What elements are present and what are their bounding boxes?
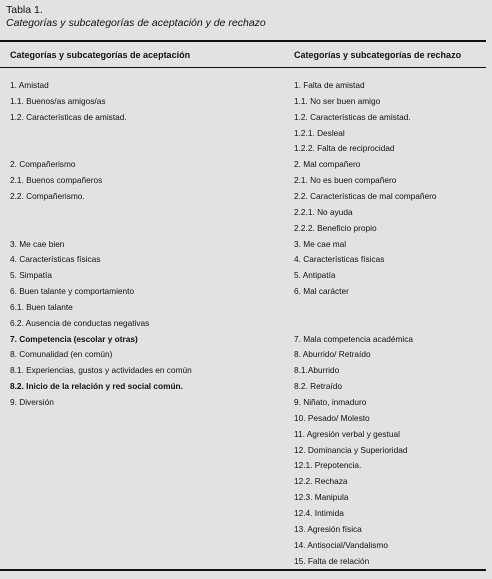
acceptance-category-cell: 6. Buen talante y comportamiento	[10, 286, 135, 297]
rejection-category-cell: 8.2. Retraído	[294, 381, 342, 392]
rejection-category-cell: 14. Antisocial/Vandalismo	[294, 539, 388, 550]
acceptance-category-cell: 6.2. Ausencia de conductas negativas	[10, 317, 150, 328]
acceptance-category-cell: 7. Competencia (escolar y otras)	[10, 333, 138, 344]
rejection-category-cell: 15. Falta de relación	[294, 555, 370, 566]
rejection-category-cell: 6. Mal carácter	[294, 286, 349, 297]
rejection-category-cell: 8.1.Aburrido	[294, 365, 340, 376]
rejection-category-cell: 12.1. Prepotencia.	[294, 460, 362, 471]
header-rejection: Categorías y subcategorías de rechazo	[294, 50, 462, 60]
acceptance-category-cell: 4. Características físicas	[10, 254, 101, 265]
rejection-category-cell: 9. Niñato, inmaduro	[294, 397, 367, 407]
acceptance-category-cell: 2.2. Compañerismo.	[10, 190, 85, 201]
acceptance-category-cell: 2.1. Buenos compañeros	[10, 175, 103, 186]
rejection-category-cell: 3. Me cae mal	[294, 238, 347, 249]
rejection-category-cell: 1.1. No ser buen amigo	[294, 95, 381, 106]
rejection-category-cell: 2. Mal compañero	[294, 159, 361, 170]
rejection-category-cell: 8. Aburrido/ Retraído	[294, 349, 371, 360]
acceptance-category-cell: 1.2. Características de amistad.	[10, 111, 127, 122]
rejection-category-cell: 1.2. Características de amistad.	[294, 111, 411, 122]
acceptance-category-cell: 5. Simpatía	[10, 270, 52, 281]
rejection-category-cell: 2.2. Características de mal compañero	[294, 190, 437, 201]
top-rule	[0, 40, 486, 42]
acceptance-category-cell: 1. Amistad	[10, 80, 49, 90]
table-title: Categorías y subcategorías de aceptación y de rechazo	[6, 17, 266, 29]
rejection-category-cell: 2.1. No es buen compañero	[294, 175, 397, 186]
table-caption	[6, 4, 266, 30]
rejection-category-cell: 12. Dominancia y Superioridad	[294, 444, 408, 455]
rejection-category-cell: 1. Falta de amistad	[294, 80, 365, 90]
header-rule	[0, 67, 486, 68]
acceptance-category-cell: 1.1. Buenos/as amigos/as	[10, 95, 106, 106]
rejection-category-cell: 11. Agresión verbal y gestual	[294, 428, 400, 439]
rejection-category-cell: 10. Pesado/ Molesto	[294, 412, 370, 423]
rejection-category-cell: 13. Agresión física	[294, 523, 362, 534]
rejection-category-cell: 2.2.1. No ayuda	[294, 206, 353, 217]
rejection-category-cell: 1.2.2. Falta de reciprocidad	[294, 143, 395, 154]
rejection-category-cell: 12.4. Intimida	[294, 507, 344, 518]
header-acceptance: Categorías y subcategorías de aceptación	[10, 50, 191, 60]
acceptance-category-cell: 6.1. Buen talante	[10, 301, 73, 312]
table-number: Tabla 1.	[6, 4, 43, 16]
acceptance-category-cell: 3. Me cae bien	[10, 238, 65, 249]
rejection-category-cell: 5. Antipatía	[294, 270, 336, 281]
acceptance-category-cell: 8. Comunalidad (en común)	[10, 349, 113, 360]
acceptance-category-cell: 8.1. Experiencias, gustos y actividades en común	[10, 365, 192, 376]
rejection-category-cell: 2.2.2. Beneficio propio	[294, 222, 377, 233]
acceptance-category-cell: 2. Compañerismo	[10, 159, 76, 170]
rejection-category-cell: 7. Mala competencia académica	[294, 333, 413, 344]
rejection-category-cell: 12.3. Manipula	[294, 492, 349, 503]
rejection-category-cell: 4. Características físicas	[294, 254, 385, 265]
acceptance-category-cell: 9. Diversión	[10, 397, 54, 407]
rejection-category-cell: 12.2. Rechaza	[294, 476, 348, 487]
rejection-category-cell: 1.2.1. Desleal	[294, 127, 345, 138]
bottom-rule	[0, 569, 486, 571]
acceptance-category-cell: 8.2. Inicio de la relación y red social común.	[10, 381, 183, 392]
